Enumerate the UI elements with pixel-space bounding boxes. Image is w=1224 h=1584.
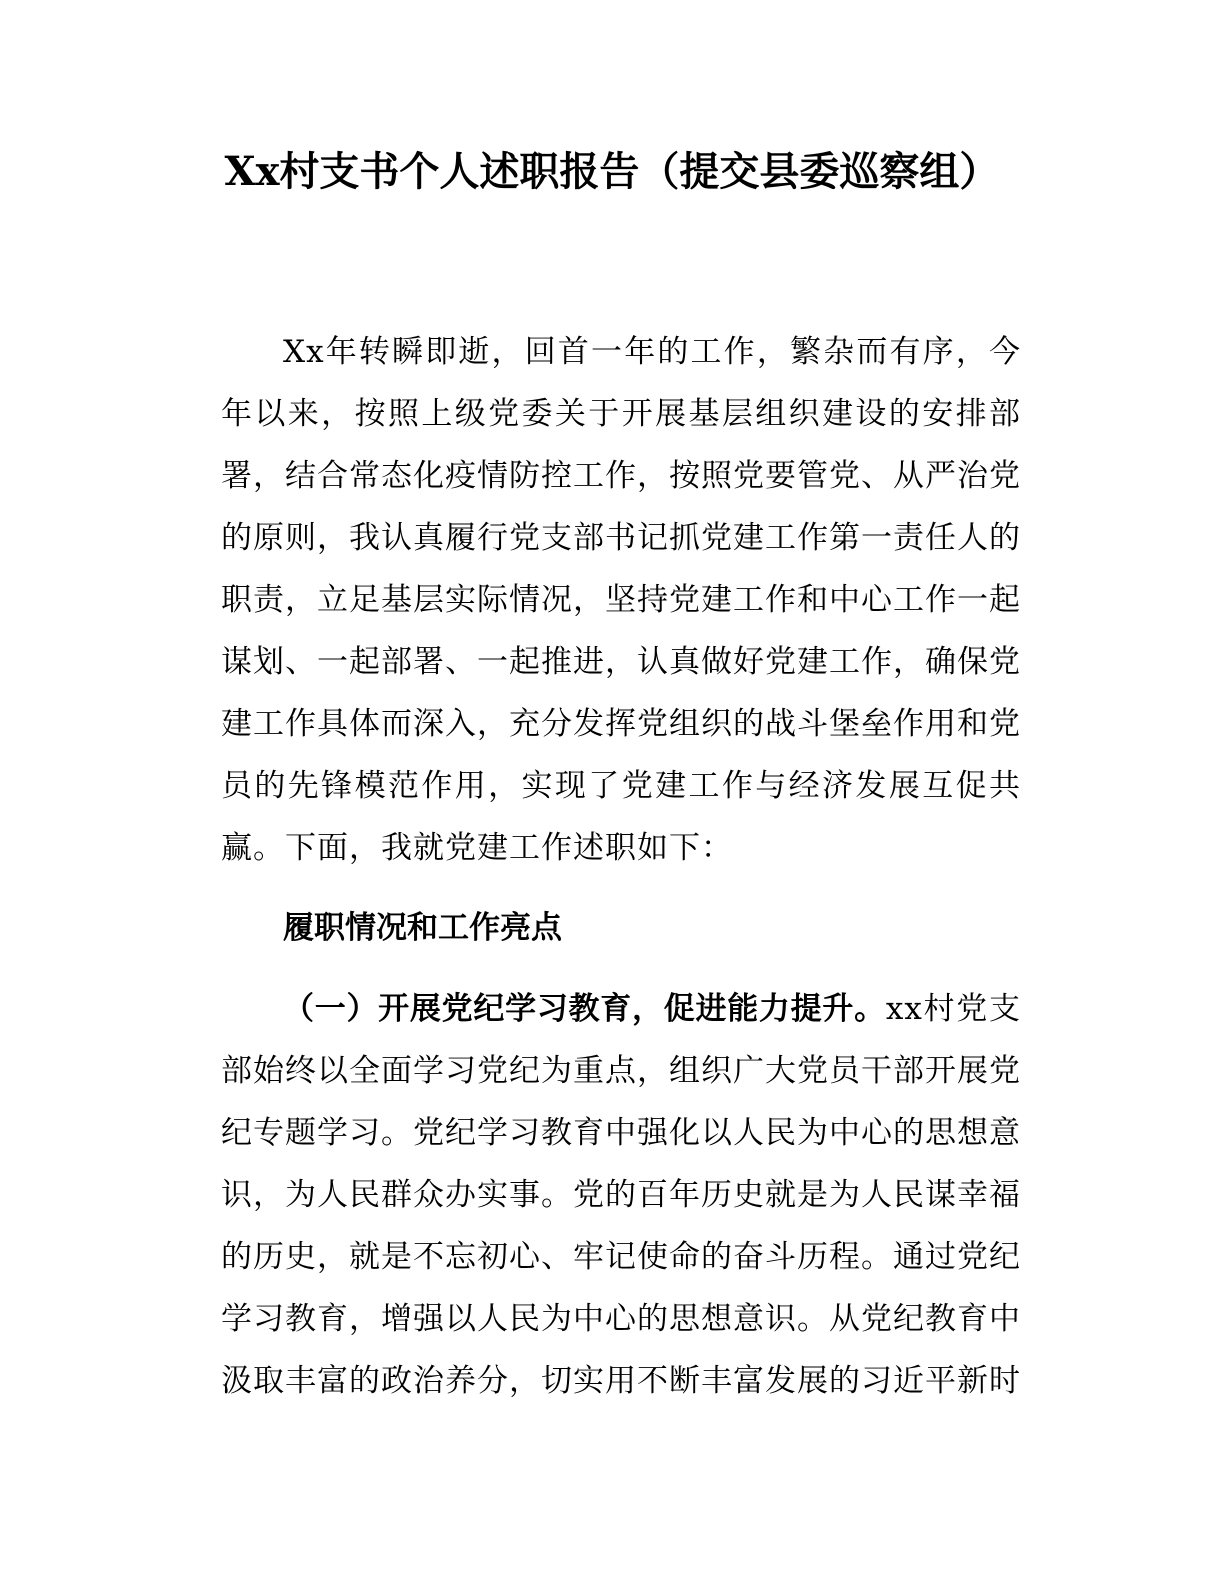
section1-lead: （一）开展党纪学习教育，促进能力提升。: [283, 991, 886, 1027]
document-title: Xx村支书个人述职报告（提交县委巡察组）: [224, 148, 1000, 195]
intro-paragraph: Xx年转瞬即逝，回首一年的工作，繁杂而有序，今年以来，按照上级党委关于开展基层组织建设的安排部署，结合常态化疫情防控工作，按照党要管党、从严治党的原则，我认真履行党支部书记抓党建工作第一责任人的职责，立足基层实际情况，坚持党建工作和中心工作一起谋划、一起部署、一起推进，认真做好党建工作，确保党建工作具体而深入，充分发挥党组织的战斗堡垒作用和党员的先锋模范作用，实现了党建工作与经济发展互促共赢。下面，我就党建工作述职如下：: [221, 334, 1021, 866]
section1-paragraph: [221, 978, 1021, 1412]
section-heading: 履职情况和工作亮点: [283, 910, 562, 946]
section1-text: xx村党支部始终以全面学习党纪为重点，组织广大党员干部开展党纪专题学习。党纪学习教育中强化以人民为中心的思想意识，为人民群众办实事。党的百年历史就是为人民谋幸福的历史，就是不忘初心、牢记使命的奋斗历程。通过党纪学习教育，增强以人民为中心的思想意识。从党纪教育中汲取丰富的政治养分，切实用不断丰富发展的习近平新时: [221, 991, 1021, 1399]
